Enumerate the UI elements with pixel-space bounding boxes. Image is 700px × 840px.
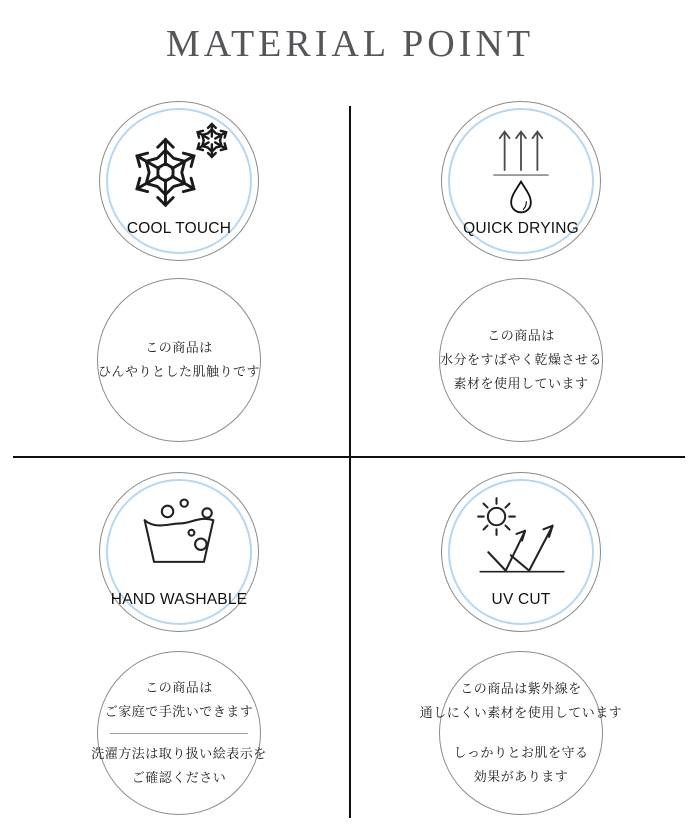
description-line: この商品は [145, 339, 213, 355]
uv-cut-description [419, 651, 623, 815]
description-line: ご家庭で手洗いできます [104, 704, 254, 720]
wash-basin-icon [100, 489, 258, 589]
description-line: この商品は [487, 327, 555, 343]
description-line: この商品は紫外線を [460, 680, 582, 696]
description-line: しっかりとお肌を守る [453, 745, 589, 760]
description-line: ひんやりとした肌触りです [98, 364, 261, 379]
feature-label: UV CUT [491, 591, 551, 608]
vertical-divider [349, 106, 351, 818]
quick-drying-description [439, 278, 603, 442]
text-divider [110, 733, 248, 734]
feature-label: QUICK DRYING [463, 220, 579, 237]
hand-washable-badge [99, 472, 259, 632]
quick-drying-badge [441, 101, 601, 261]
description-line: ご確認ください [131, 769, 227, 785]
feature-label: COOL TOUCH [126, 220, 232, 237]
snowflakes-icon [100, 118, 258, 218]
uv-cut-badge [441, 472, 601, 632]
description-line: 素材を使用しています [453, 376, 589, 392]
horizontal-divider [13, 456, 685, 458]
cool-touch-description [97, 278, 261, 442]
description-line: 洗濯方法は取り扱い絵表示を [91, 745, 267, 761]
description-line: 通しにくい素材を使用しています [419, 704, 623, 720]
description-line: 水分をすばやく乾燥させる [440, 351, 603, 367]
description-line: 効果があります [473, 769, 569, 785]
droplet-evaporation-icon [442, 118, 600, 218]
hand-washable-description [91, 651, 267, 815]
sun-reflection-icon [442, 489, 600, 589]
description-line: この商品は [145, 680, 213, 696]
cool-touch-badge [99, 101, 259, 261]
feature-label: HAND WASHABLE [110, 591, 248, 608]
page-title: MATERIAL POINT [165, 23, 535, 65]
